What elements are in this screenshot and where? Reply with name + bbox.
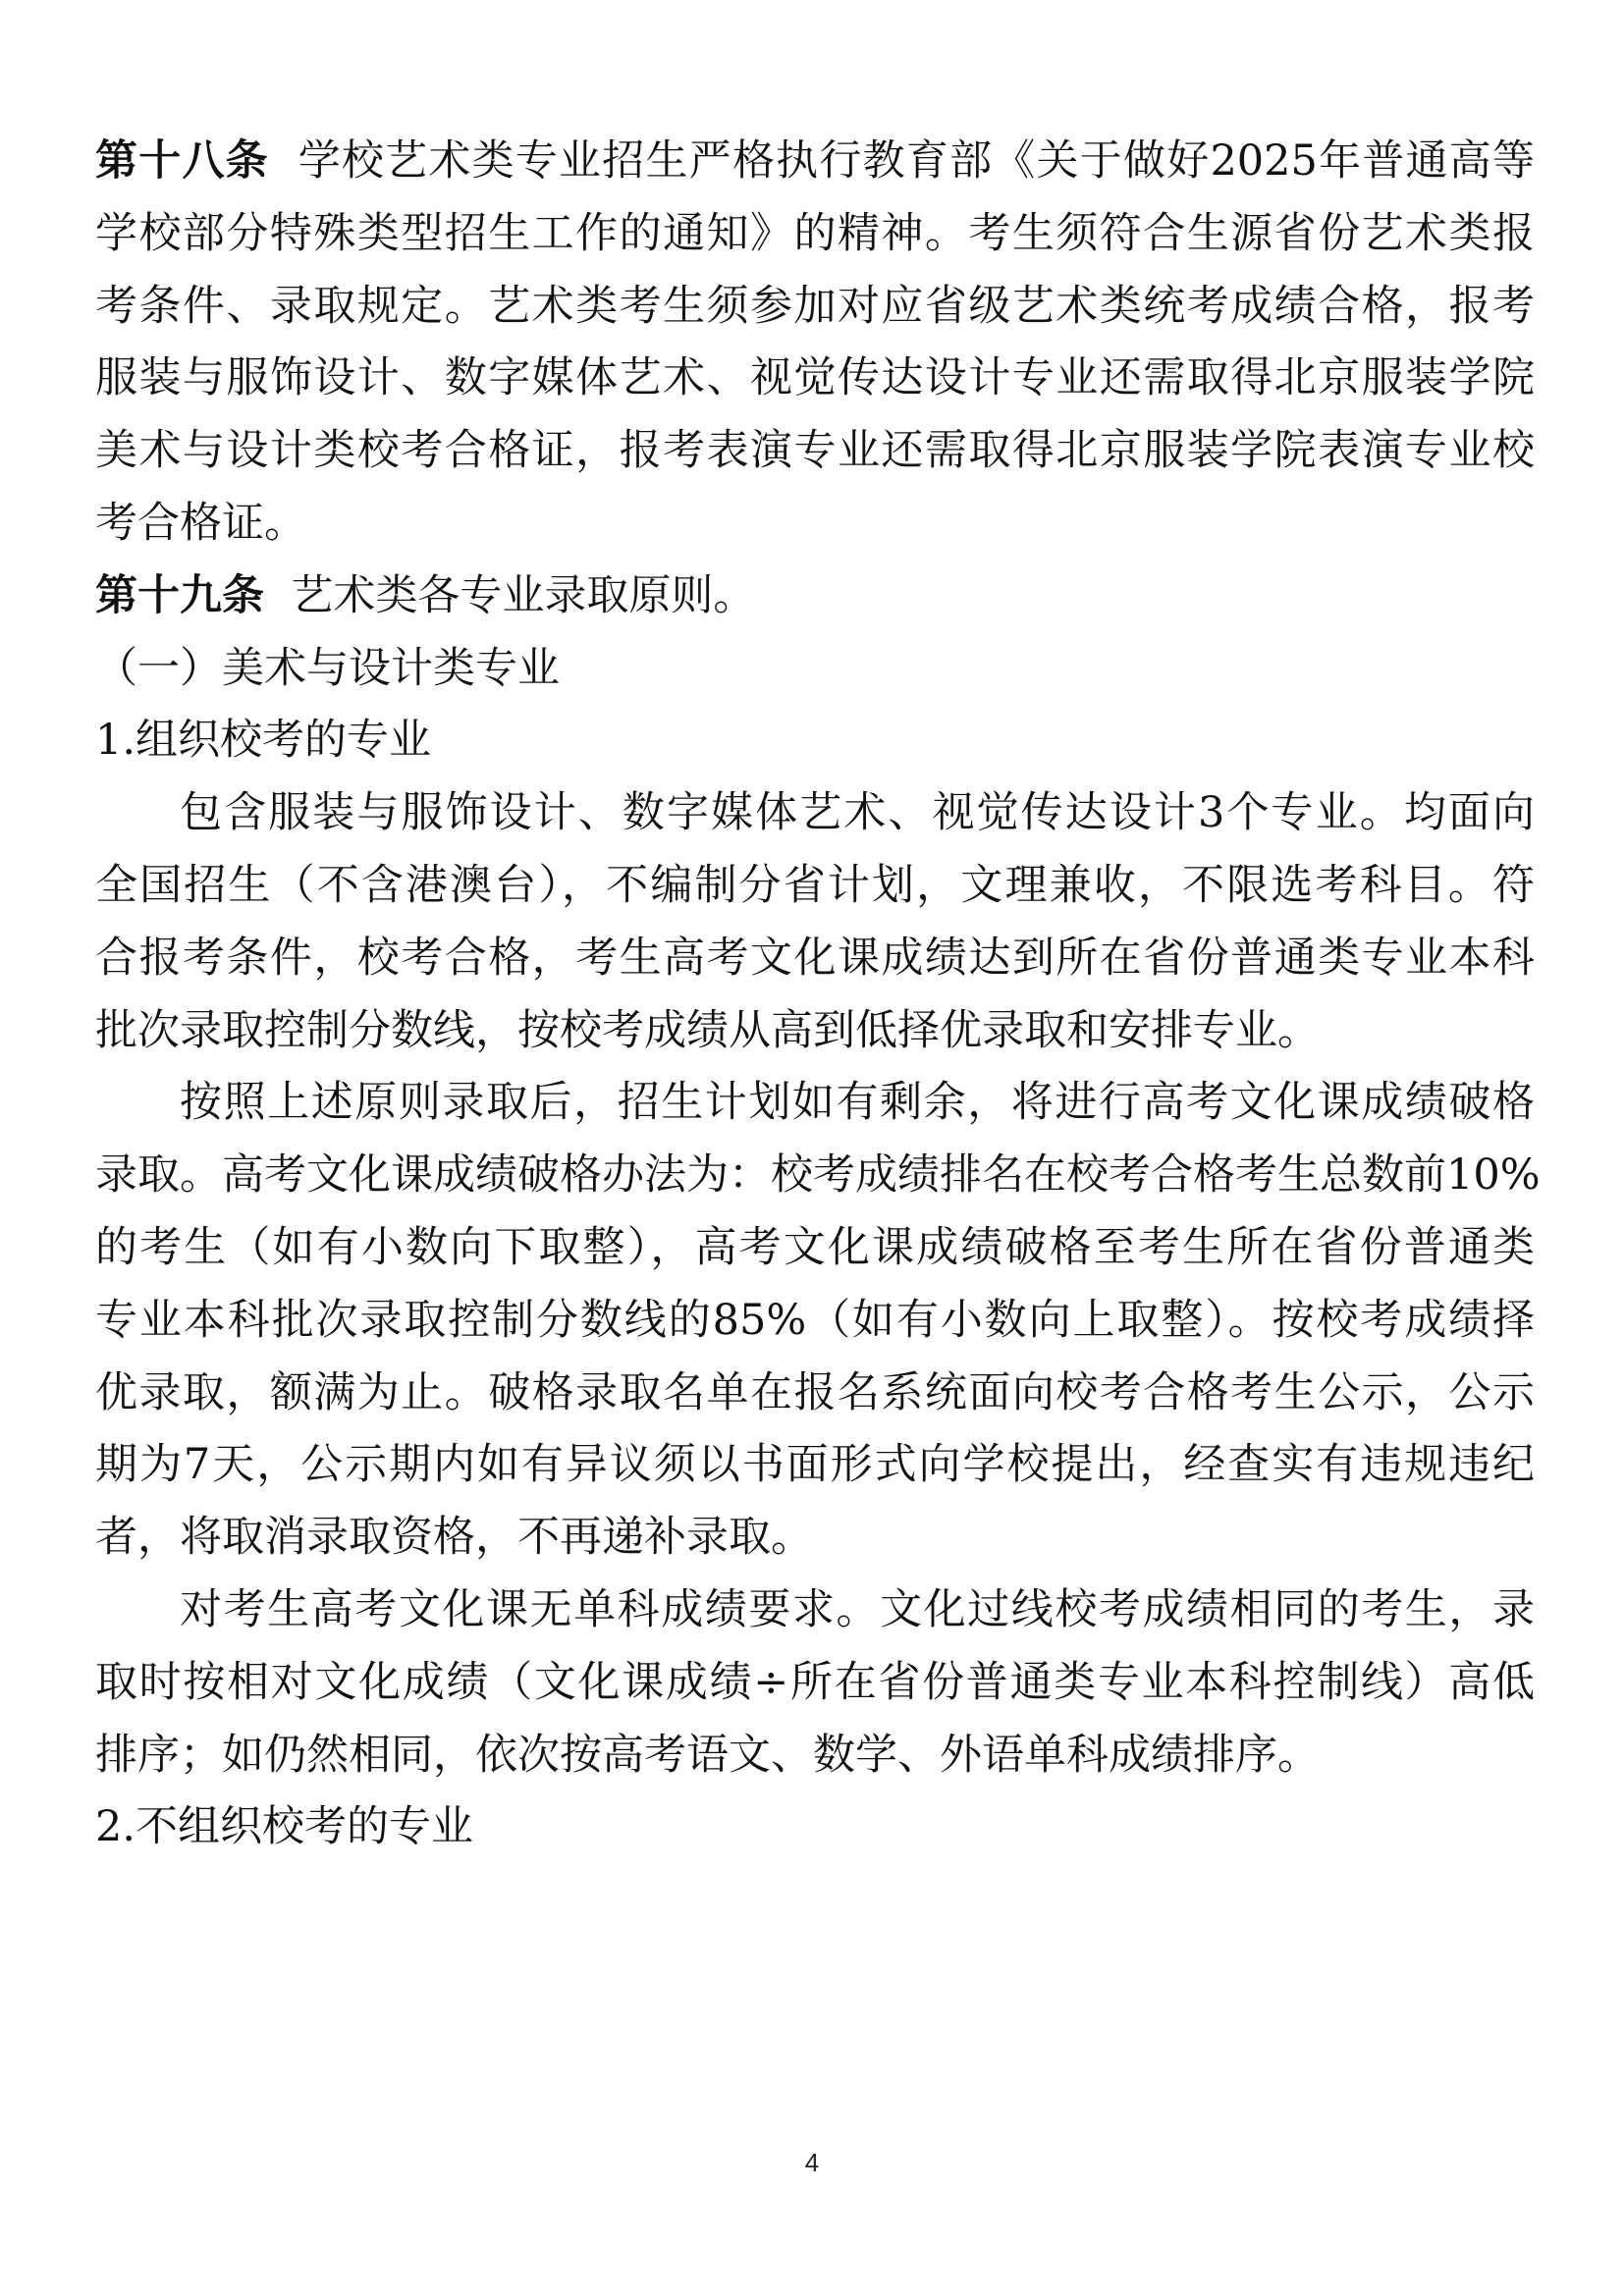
item-1-para-2-line-7: 者，将取消录取资格，不再递补录取。 <box>95 1513 813 1563</box>
item-2-title: 2.不组织校考的专业 <box>95 1802 474 1852</box>
item-1-para-2-line-1: 按照上述原则录取后，招生计划如有剩余，将进行高考文化课成绩破格 <box>180 1078 1535 1128</box>
article-19-text: 艺术类各专业录取原则。 <box>291 570 756 620</box>
page-number: 4 <box>804 2148 820 2177</box>
article-19-heading: 第十九条 <box>95 570 264 620</box>
article-18-line-1 <box>95 126 1535 198</box>
item-1-para-1-line-2: 全国招生（不含港澳台），不编制分省计划，文理兼收，不限选考科目。符 <box>95 860 1535 910</box>
item-1-para-2-line-6: 期为7天，公示期内如有异议须以书面形式向学校提出，经查实有违规违纪 <box>95 1440 1535 1490</box>
article-18-line-3: 考条件、录取规定。艺术类考生须参加对应省级艺术类统考成绩合格，报考 <box>95 281 1535 331</box>
article-18-line-4: 服装与服饰设计、数字媒体艺术、视觉传达设计专业还需取得北京服装学院 <box>95 353 1535 403</box>
article-18-line-2: 学校部分特殊类型招生工作的通知》的精神。考生须符合生源省份艺术类报 <box>95 208 1535 258</box>
item-1-para-1-line-4: 批次录取控制分数线，按校考成绩从高到低择优录取和安排专业。 <box>95 1005 1320 1055</box>
item-1-para-3-line-3: 排序；如仍然相同，依次按高考语文、数学、外语单科成绩排序。 <box>95 1730 1320 1780</box>
item-1-para-2-line-2: 录取。高考文化课成绩破格办法为：校考成绩排名在校考合格考生总数前10% <box>95 1150 1541 1201</box>
item-1-para-3-line-1: 对考生高考文化课无单科成绩要求。文化过线校考成绩相同的考生，录 <box>180 1584 1535 1634</box>
article-18-line-6: 考合格证。 <box>95 498 306 548</box>
item-1-para-1-line-3: 合报考条件，校考合格，考生高考文化课成绩达到所在省份普通类专业本科 <box>95 933 1535 983</box>
article-18-line-5: 美术与设计类校考合格证，报考表演专业还需取得北京服装学院表演专业校 <box>95 426 1535 476</box>
item-1-para-2-line-5: 优录取，额满为止。破格录取名单在报名系统面向校考合格考生公示，公示 <box>95 1367 1535 1417</box>
item-1-title: 1.组织校考的专业 <box>95 716 432 766</box>
item-1-para-2-line-4: 专业本科批次录取控制分数线的85%（如有小数向上取整）。按校考成绩择 <box>95 1295 1535 1345</box>
item-1-para-3-line-2: 取时按相对文化成绩（文化课成绩÷所在省份普通类专业本科控制线）高低 <box>95 1657 1535 1707</box>
article-18-text: 学校艺术类专业招生严格执行教育部《关于做好2025年普通高等 <box>298 136 1535 186</box>
article-18-heading: 第十八条 <box>95 136 269 186</box>
item-1-para-1-line-1: 包含服装与服饰设计、数字媒体艺术、视觉传达设计3个专业。均面向 <box>180 788 1535 838</box>
article-19-line <box>95 561 1535 633</box>
section-1-title: （一）美术与设计类专业 <box>95 643 560 693</box>
item-1-para-2-line-3: 的考生（如有小数向下取整），高考文化课成绩破格至考生所在省份普通类 <box>95 1222 1535 1272</box>
document-body <box>95 126 1541 1864</box>
